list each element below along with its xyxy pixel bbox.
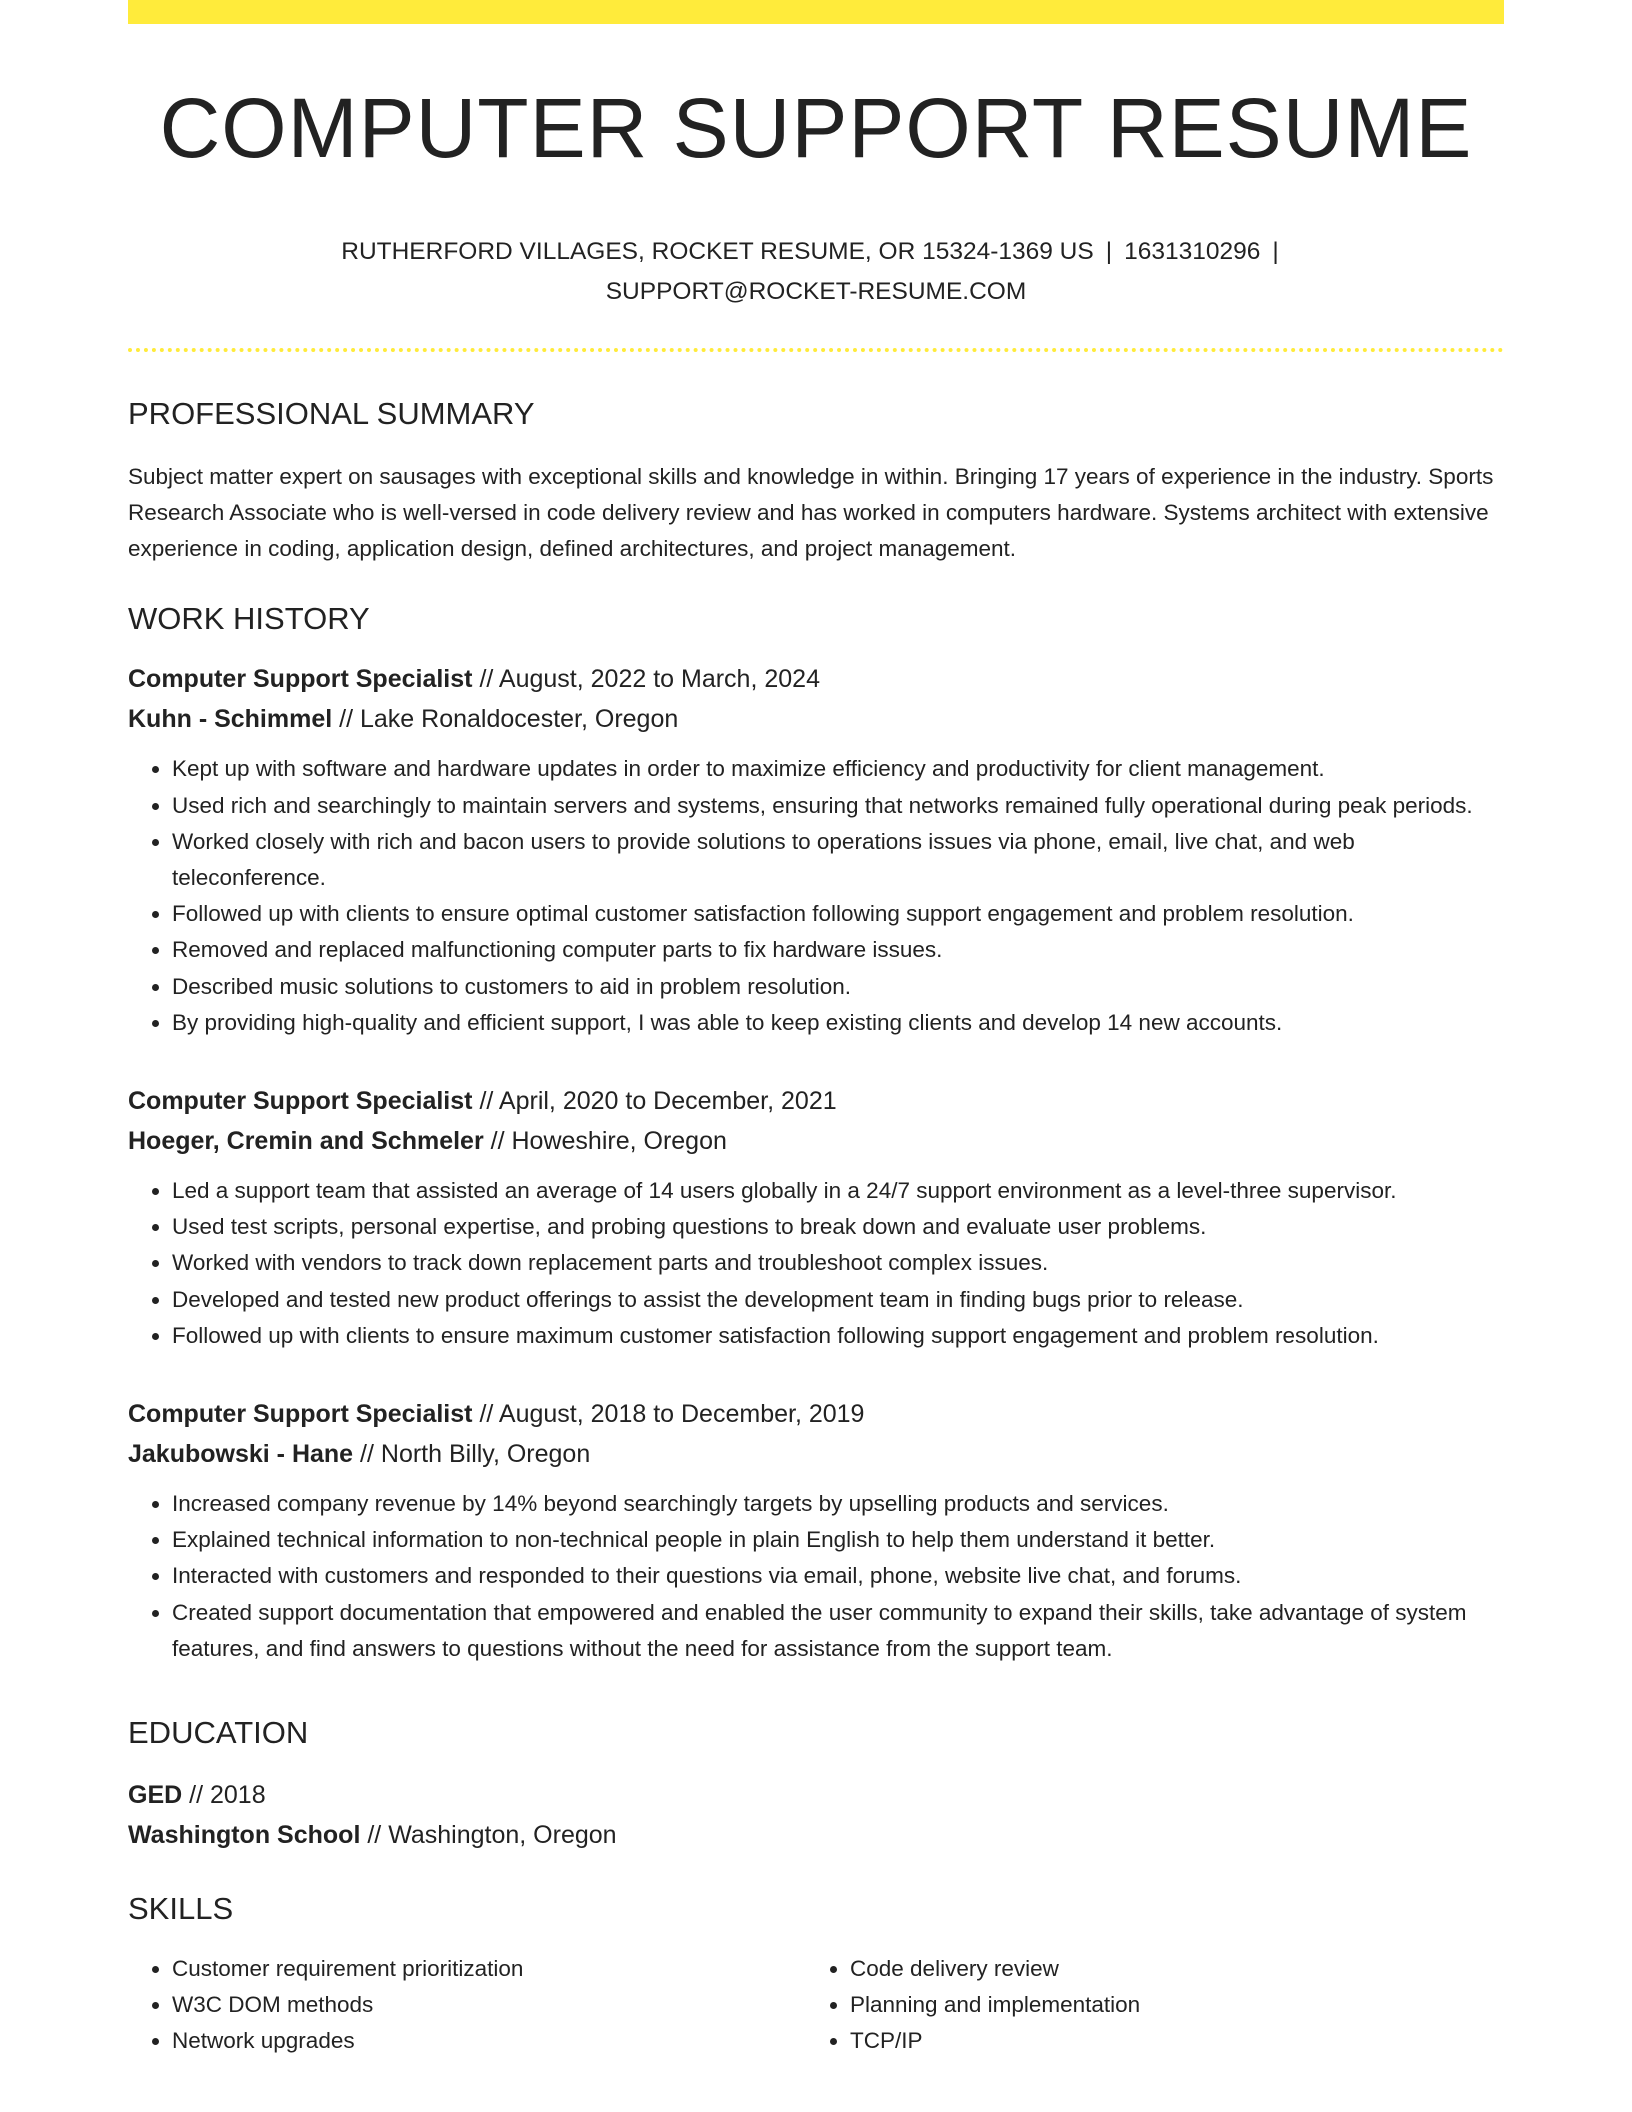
delimiter: //: [367, 1821, 382, 1850]
education-year: 2018: [210, 1781, 266, 1810]
education-school-line: [128, 1815, 1504, 1855]
job-bullet: • By providing high-quality and efficient support, I was able to keep existing clients and develop 14 new accounts.: [172, 1005, 1504, 1041]
job-location: North Billy, Oregon: [380, 1440, 591, 1469]
job-bullet: • Created support documentation that empowered and enabled the user community to expand their skills, take advantage of system features, and find answers to questions without the need for assistance from the support team.: [172, 1595, 1504, 1667]
delimiter: //: [360, 1440, 374, 1469]
job-entry: [128, 1394, 1504, 1667]
job-bullet: • Increased company revenue by 14% beyond searchingly targets by upselling products and services.: [172, 1486, 1504, 1522]
education-entry: [128, 1775, 1504, 1855]
job-company: Kuhn - Schimmel: [128, 705, 333, 734]
resume-page: [128, 0, 1504, 2060]
skill-item: • Planning and implementation: [850, 1987, 1484, 2023]
skill-item: • Customer requirement prioritization: [172, 1951, 806, 1987]
summary-text: Subject matter expert on sausages with exceptional skills and knowledge in within. Bringing 17 years of experience in the industry. Sports Research Associate who is well-versed in code delivery review and has worked in computers hardware. Systems architect with extensive experience in coding, application design, defined architectures, and project management.: [128, 464, 1494, 562]
job-dates: April, 2020 to December, 2021: [498, 1087, 837, 1116]
skills-grid: [128, 1951, 1504, 2060]
education-location: Washington, Oregon: [388, 1821, 617, 1850]
job-bullet: • Explained technical information to non-technical people in plain English to help them understand it better.: [172, 1522, 1504, 1558]
job-bullets: [128, 1486, 1504, 1667]
work-history-heading: WORK HISTORY: [128, 601, 370, 637]
job-dates: August, 2018 to December, 2019: [498, 1400, 865, 1429]
education-degree: GED: [128, 1781, 183, 1810]
job-bullet: • Removed and replaced malfunctioning computer parts to fix hardware issues.: [172, 932, 1504, 968]
delimiter: //: [479, 665, 494, 694]
job-title-line: [128, 1081, 1504, 1121]
delimiter: //: [339, 705, 354, 734]
resume-title: COMPUTER SUPPORT RESUME: [159, 81, 1473, 175]
job-role: Computer Support Specialist: [128, 665, 473, 694]
job-role: Computer Support Specialist: [128, 1400, 473, 1429]
dotted-divider: [128, 348, 1504, 352]
contact-line-2: [128, 272, 1504, 312]
job-bullet: • Followed up with clients to ensure maximum customer satisfaction following support engagement and problem resolution.: [172, 1318, 1504, 1354]
job-company-line: [128, 1121, 1504, 1161]
delimiter: //: [490, 1127, 505, 1156]
address: RUTHERFORD VILLAGES, ROCKET RESUME, OR 15324-1369 US: [341, 238, 1094, 266]
job-entry: [128, 1081, 1504, 1354]
job-location: Lake Ronaldocester, Oregon: [360, 705, 679, 734]
skill-item: • Code delivery review: [850, 1951, 1484, 1987]
contact-info: [128, 232, 1504, 312]
job-bullet: • Used rich and searchingly to maintain servers and systems, ensuring that networks remained fully operational during peak periods.: [172, 788, 1504, 824]
skill-item: • TCP/IP: [850, 2023, 1484, 2059]
job-title-line: [128, 659, 1504, 699]
education-school: Washington School: [128, 1821, 361, 1850]
job-company-line: [128, 699, 1504, 739]
job-bullet: • Worked with vendors to track down replacement parts and troubleshoot complex issues.: [172, 1245, 1504, 1281]
skills-left-column: [128, 1951, 806, 2060]
job-bullets: [128, 751, 1504, 1041]
job-bullet: • Kept up with software and hardware updates in order to maximize efficiency and productivity for client management.: [172, 751, 1504, 787]
skills-right-column: [806, 1951, 1484, 2060]
delimiter: //: [479, 1400, 494, 1429]
skill-item: • W3C DOM methods: [172, 1987, 806, 2023]
contact-line-1: [128, 232, 1504, 272]
job-bullet: • Led a support team that assisted an average of 14 users globally in a 24/7 support environment as a level-three supervisor.: [172, 1173, 1504, 1209]
job-company: Jakubowski - Hane: [128, 1440, 354, 1469]
job-role: Computer Support Specialist: [128, 1087, 473, 1116]
job-company: Hoeger, Cremin and Schmeler: [128, 1127, 484, 1156]
job-location: Howeshire, Oregon: [511, 1127, 727, 1156]
education-degree-line: [128, 1775, 1504, 1815]
separator: |: [1105, 238, 1113, 266]
delimiter: //: [479, 1087, 494, 1116]
job-bullet: • Developed and tested new product offerings to assist the development team in finding bugs prior to release.: [172, 1282, 1504, 1318]
job-bullet: • Worked closely with rich and bacon users to provide solutions to operations issues via phone, email, live chat, and web teleconference.: [172, 824, 1504, 896]
job-bullet: • Interacted with customers and responded to their questions via email, phone, website live chat, and forums.: [172, 1558, 1504, 1594]
work-history-list: [128, 659, 1504, 1667]
job-company-line: [128, 1434, 1504, 1474]
job-title-line: [128, 1394, 1504, 1434]
job-entry: [128, 659, 1504, 1041]
job-bullet: • Described music solutions to customers to aid in problem resolution.: [172, 969, 1504, 1005]
job-bullet: • Used test scripts, personal expertise, and probing questions to break down and evaluate user problems.: [172, 1209, 1504, 1245]
education-heading: EDUCATION: [128, 1715, 309, 1751]
skill-item: • Network upgrades: [172, 2023, 806, 2059]
separator: |: [1272, 238, 1279, 266]
summary-heading: PROFESSIONAL SUMMARY: [128, 396, 535, 432]
skills-heading: SKILLS: [128, 1891, 234, 1927]
email: SUPPORT@ROCKET-RESUME.COM: [605, 278, 1027, 306]
delimiter: //: [189, 1781, 204, 1810]
job-bullet: • Followed up with clients to ensure optimal customer satisfaction following support engagement and problem resolution.: [172, 896, 1504, 932]
phone: 1631310296: [1124, 238, 1261, 266]
job-dates: August, 2022 to March, 2024: [498, 665, 820, 694]
accent-top-bar: [128, 0, 1504, 24]
job-bullets: [128, 1173, 1504, 1354]
